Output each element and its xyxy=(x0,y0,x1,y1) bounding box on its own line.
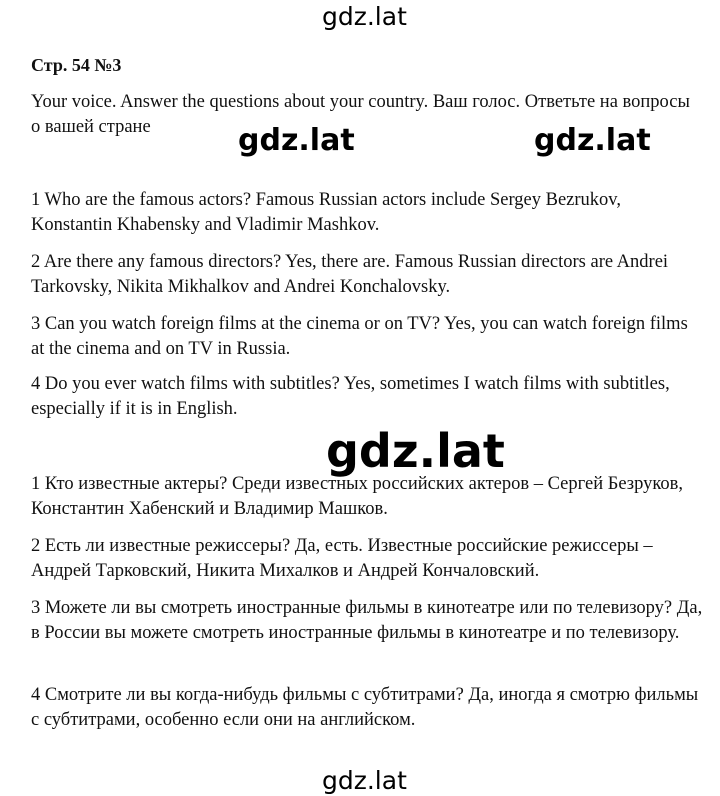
answer-en-4: 4 Do you ever watch films with subtitles? Yes, sometimes I watch films with subtitles, especially if it is in English. xyxy=(31,374,670,419)
watermark-center: gdz.lat xyxy=(326,424,505,478)
answer-ru-2: 2 Есть ли известные режиссеры? Да, есть. Известные российские режиссеры – Андрей Тарковский, Никита Михалков и Андрей Кончаловский. xyxy=(31,536,653,581)
task-instruction: Your voice. Answer the questions about your country. Ваш голос. Ответьте на вопросы о вашей стране xyxy=(31,92,690,137)
watermark-mid-right: gdz.lat xyxy=(534,126,655,156)
answer-en-1: 1 Who are the famous actors? Famous Russian actors include Sergey Bezrukov, Konstantin Khabensky and Vladimir Mashkov. xyxy=(31,190,621,235)
answer-ru-1: 1 Кто известные актеры? Среди известных российских актеров – Сергей Безруков, Константин Хабенский и Владимир Машков. xyxy=(31,474,683,519)
watermark-mid-left: gdz.lat xyxy=(238,126,359,156)
page-heading: Стр. 54 №3 xyxy=(31,55,122,75)
watermark-top: gdz.lat xyxy=(322,2,407,31)
watermark-bottom: gdz.lat xyxy=(322,766,407,795)
answer-en-2: 2 Are there any famous directors? Yes, there are. Famous Russian directors are Andrei Tarkovsky, Nikita Mikhalkov and Andrei Konchalovsky. xyxy=(31,252,669,297)
answer-ru-4: 4 Смотрите ли вы когда-нибудь фильмы с субтитрами? Да, иногда я смотрю фильмы с субтитрами, особенно если они на английском. xyxy=(31,685,699,730)
answer-ru-3: 3 Можете ли вы смотреть иностранные фильмы в кинотеатре или по телевизору? Да, в России вы можете смотреть иностранные фильмы в кинотеатре и по телевизору. xyxy=(31,598,703,643)
answer-en-3: 3 Can you watch foreign films at the cinema or on TV? Yes, you can watch foreign films at the cinema and on TV in Russia. xyxy=(31,314,688,359)
